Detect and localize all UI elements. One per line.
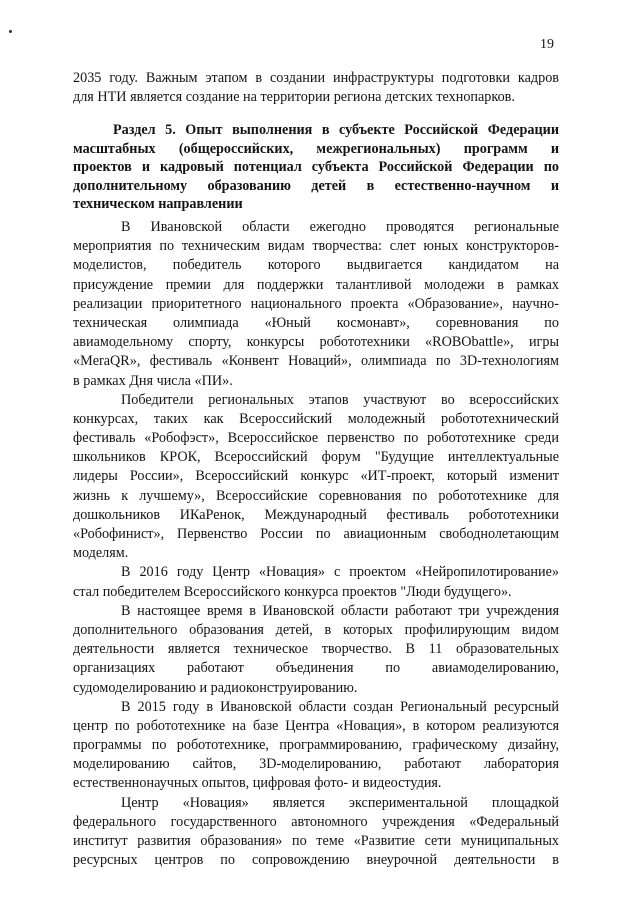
text-line: лидеры России», Всероссийский конкурс «ИТ-проект, который изменит [73,468,559,485]
text-line: центр по робототехнике на базе Центра «Новация», в котором реализуются [73,717,559,734]
text-line: В настоящее время в Ивановской области работают три учреждения [121,602,559,619]
text-line: для НТИ является создание на территории региона детских технопарков. [73,89,515,106]
intro-paragraph [73,69,559,107]
paragraph [73,602,559,698]
text-line: стал победителем Всероссийского конкурса проектов "Люди будущего». [73,583,512,600]
text-line: «Робофинист», Первенство России по авиационным свободнолетающим [73,526,559,542]
text-line: В 2015 году в Ивановской области создан Региональный ресурсный [121,698,559,715]
text-line: присуждение премии для поддержки талантливой молодежи в рамках [73,276,559,293]
text-line: 2035 году. Важным этапом в создании инфраструктуры подготовки кадров [73,70,559,86]
text-line: в рамках Дня числа «ПИ». [73,372,233,389]
text-line: судомоделированию и радиоконструированию. [73,679,358,696]
text-line: жизнь к лучшему», Всероссийские соревнования по робототехнике для [73,487,559,504]
text-line: моделированию сайтов, 3D-моделированию, работают лаборатория [73,756,559,773]
body-text [73,218,559,870]
heading-line: техническом направлении [73,196,243,213]
text-line: ресурсных центров по сопровождению внеурочной деятельности в [73,852,559,869]
text-line: В 2016 году Центр «Новация» с проектом «Нейропилотирование» [121,564,559,581]
heading-line: дополнительному образованию детей в естественно-научном и [73,177,559,194]
text-line: реализации приоритетного национального проекта «Образование», научно- [73,295,559,312]
section-heading [73,121,559,214]
text-line: школьников КРОК, Всероссийский форум "Будущие интеллектуальные [73,449,559,466]
text-line: программы по робототехнике, программированию, графическому дизайну, [73,737,559,754]
text-line: авиамодельному спорту, конкурсы робототехники «ROBObattle», игры [73,334,559,351]
text-line: конкурсах, таких как Всероссийский молодежный робототехнический [73,410,559,427]
text-line: дошкольников ИКаРенок, Международный фестиваль робототехники [73,506,559,523]
heading-line: проектов и кадровый потенциал субъекта Российской Федерации по [73,159,559,176]
text-line: федерального государственного автономного учреждения «Федеральный [73,813,559,830]
paragraph [73,391,559,564]
text-line: моделистов, победитель которого выдвигается кандидатом на [73,257,559,274]
text-line: институт развития образования» по теме «Развитие сети муниципальных [73,833,559,849]
text-line: деятельности является техническое творчество. В 11 образовательных [73,641,559,658]
page-number: 19 [540,37,554,52]
scan-speck [9,30,12,33]
text-line: «MeraQR», фестиваль «Конвент Новаций», олимпиада по 3D-технологиям [73,353,559,370]
text-line: дополнительного образования детей, в которых профилирующим видом [73,621,559,638]
text-line: естественнонаучных опытов, цифровая фото- и видеостудия. [73,775,442,792]
heading-line: Раздел 5. Опыт выполнения в субъекте Российской Федерации [113,122,559,138]
text-line: Центр «Новация» является экспериментальной площадкой [121,794,559,811]
paragraph [73,698,559,794]
paragraph [73,563,559,601]
text-line: фестиваль «Робофэст», Всероссийское первенство по робототехнике среди [73,430,559,447]
text-line: Победители региональных этапов участвуют во всероссийских [121,391,559,408]
heading-line: масштабных (общероссийских, межрегиональных) программ и [73,140,559,157]
text-line: В Ивановской области ежегодно проводятся региональные [121,219,559,235]
text-line: техническая олимпиада «Юный космонавт», соревнования по [73,314,559,331]
paragraph [73,794,559,871]
paragraph [73,218,559,391]
text-line: моделям. [73,545,129,562]
text-line: мероприятия по техническим видам творчества: слет юных конструкторов- [73,238,559,255]
text-line: организациях работают объединения по авиамоделированию, [73,660,559,677]
